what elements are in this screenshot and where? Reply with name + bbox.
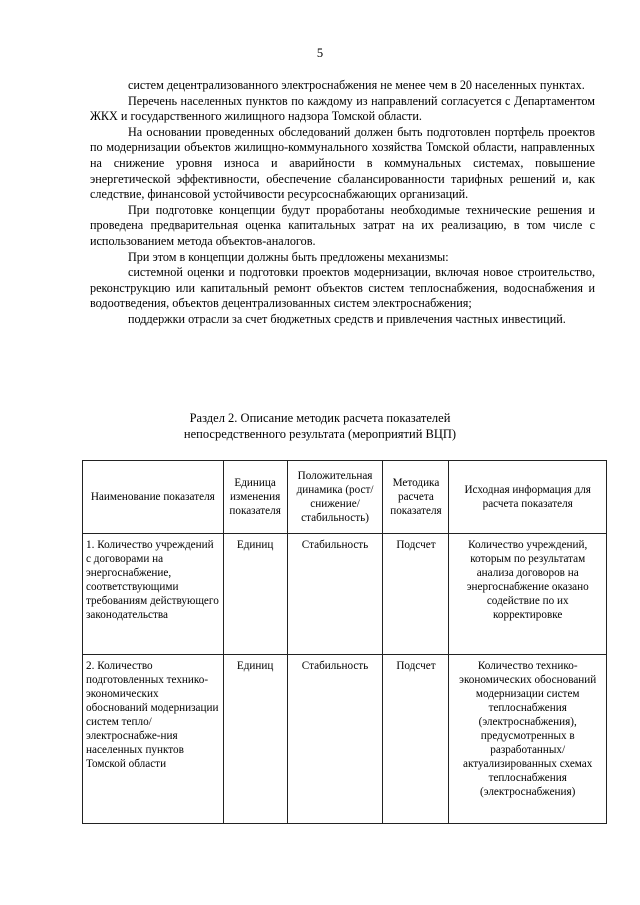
cell-indicator-name: 2. Количество подготовленных технико-экономических обоснований модернизации систем тепло/электроснабже-ния населенных пунктов Томской области	[83, 655, 224, 824]
cell-method: Подсчет	[383, 534, 449, 655]
cell-method: Подсчет	[383, 655, 449, 824]
cell-dynamics: Стабильность	[287, 655, 383, 824]
cell-dynamics: Стабильность	[287, 534, 383, 655]
header-source-info: Исходная информация для расчета показателя	[449, 461, 607, 534]
section-title	[0, 410, 640, 442]
paragraph-7: поддержки отрасли за счет бюджетных средств и привлечения частных инвестиций.	[128, 311, 566, 326]
paragraph-4: При подготовке концепции будут проработаны необходимые технические решения и проведена предварительная оценка капитальных затрат на их реализацию, в том числе с использованием метода объектов-аналогов.	[90, 202, 595, 248]
body-text	[90, 78, 595, 328]
cell-source-info: Количество учреждений, которым по результатам анализа договоров на энергоснабжение оказано содействие по их корректировке	[449, 534, 607, 655]
indicators-table	[82, 460, 607, 824]
cell-unit: Единиц	[223, 655, 287, 824]
cell-source-info: Количество технико-экономических обоснований модернизации систем теплоснабжения (электроснабжения), предусмотренных в разработанных/ актуализированных схемах теплоснабжения (электроснабжения)	[449, 655, 607, 824]
section-title-line-1: Раздел 2. Описание методик расчета показателей	[189, 411, 451, 425]
paragraph-6: системной оценки и подготовки проектов модернизации, включая новое строительство, реконструкцию или капитальный ремонт объектов систем теплоснабжения, водоснабжения и водоотведения, объектов децентрализованных систем электроснабжения;	[90, 265, 595, 311]
paragraph-1: систем децентрализованного электроснабжения не менее чем в 20 населенных пунктах.	[128, 78, 585, 92]
paragraph-5: При этом в концепции должны быть предложены механизмы:	[128, 249, 449, 264]
cell-indicator-name: 1. Количество учреждений с договорами на энергоснабжение, соответствующими требованиям действующего законодательства	[83, 534, 224, 655]
section-title-line-2: непосредственного результата (мероприятий ВЦП)	[183, 427, 457, 441]
header-unit: Единица изменения показателя	[223, 461, 287, 534]
table-header-row	[83, 461, 607, 534]
table-row	[83, 534, 607, 655]
page-number: 5	[316, 46, 324, 60]
header-method: Методика расчета показателя	[383, 461, 449, 534]
cell-unit: Единиц	[223, 534, 287, 655]
table-row	[83, 655, 607, 824]
paragraph-2: Перечень населенных пунктов по каждому из направлений согласуется с Департаментом ЖКХ и государственного жилищного надзора Томской области.	[90, 93, 595, 124]
header-indicator-name: Наименование показателя	[83, 461, 224, 534]
paragraph-3: На основании проведенных обследований должен быть подготовлен портфель проектов по модернизации объектов жилищно-коммунального хозяйства Томской области, направленных на снижение уровня износа и аварийности в коммунальных системах, повышение энергетической эффективности, обеспечение сбалансированности тарифных решений и, как следствие, финансовой устойчивости ресурсоснабжающих организаций.	[90, 124, 595, 202]
header-dynamics: Положительная динамика (рост/снижение/ стабильность)	[287, 461, 383, 534]
